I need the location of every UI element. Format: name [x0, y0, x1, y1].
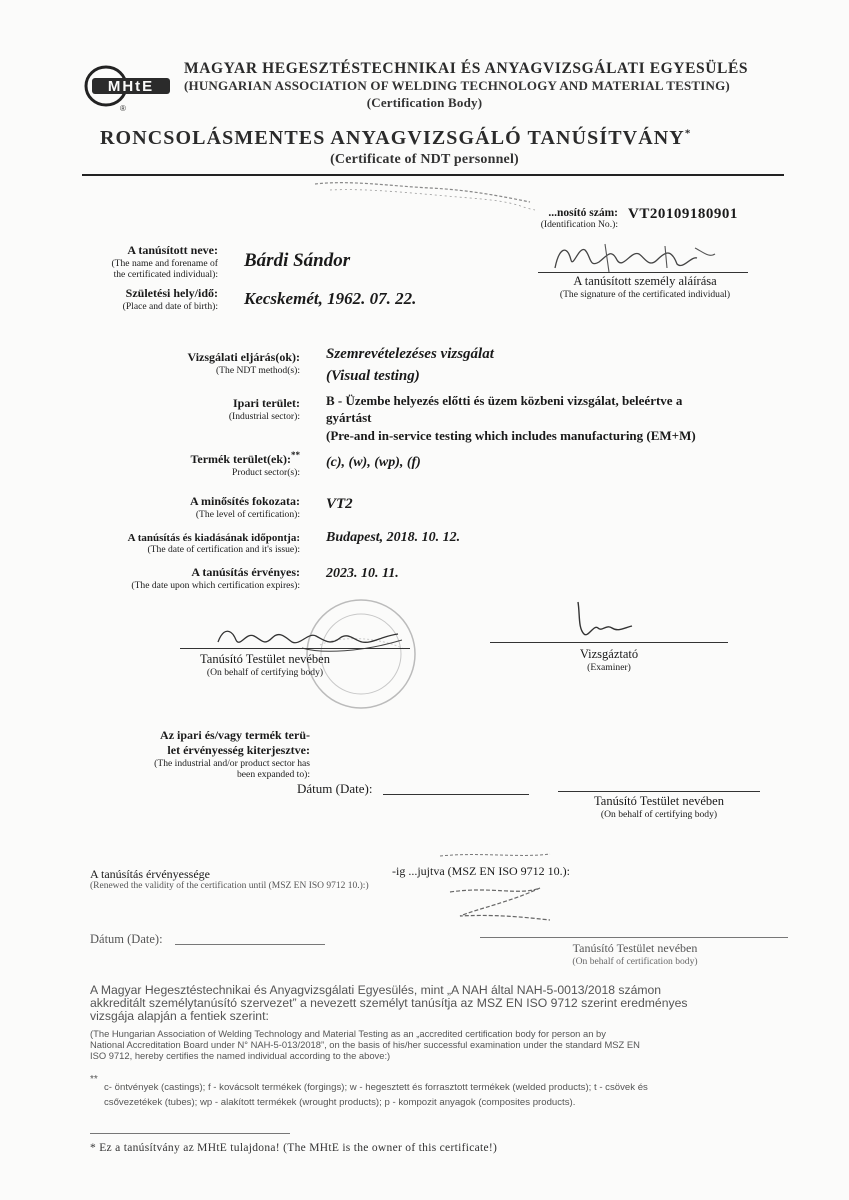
- id-label-hu: ...nosító szám:: [548, 207, 618, 219]
- title-star: *: [684, 127, 692, 140]
- title-text: RONCSOLÁSMENTES ANYAGVIZSGÁLÓ TANÚSÍTVÁNY: [100, 127, 685, 149]
- stamp-scribble-renewal: [420, 846, 570, 930]
- method-label-en: (The NDT method(s):: [215, 365, 300, 376]
- name-label-en2: the certificated individual):: [113, 269, 218, 280]
- identification-label: [520, 207, 618, 230]
- renewal-body-hu: Tanúsító Testület nevében: [572, 941, 698, 955]
- extension-label-en-2: been expanded to):: [237, 769, 310, 780]
- renewal-sign-caption: [540, 941, 730, 967]
- body-type: (Certification Body): [366, 95, 483, 110]
- footnote-divider: [90, 1133, 290, 1134]
- ownership-note: * Ez a tanúsítvány az MHtE tulajdona! (The MHtE is the owner of this certificate!): [90, 1142, 498, 1154]
- method-value-hu: Szemrevételezéses vizsgálat: [326, 346, 494, 362]
- org-name-en: (HUNGARIAN ASSOCIATION OF WELDING TECHNOLOGY AND MATERIAL TESTING): [184, 78, 730, 93]
- note-2: csővezetékek (tubes); wp - alakított termékek (wrought products); p - kompozit anyagok (composites products).: [104, 1097, 576, 1108]
- renewal-sign-line: [480, 937, 788, 938]
- accreditation-paragraph-en: [90, 1028, 640, 1061]
- renewal-label-en: (Renewed the validity of the certification until (MSZ EN ISO 9712 10.):): [90, 881, 369, 891]
- body-sign-hu: Tanúsító Testület nevében: [200, 652, 330, 666]
- para-en-3: ISO 9712, hereby certifies the named individual according to the above:): [90, 1050, 391, 1061]
- expiry-label: [60, 565, 300, 591]
- note-stars: **: [90, 1074, 98, 1085]
- signature-label-en: (The signature of the certificated individual): [559, 289, 731, 300]
- industry-value-1: B - Üzembe helyezés előtti és üzem közbeni vizsgálat, beleértve a: [326, 393, 683, 408]
- extension-sign-caption: [545, 794, 773, 820]
- level-label: [100, 494, 300, 520]
- level-label-hu: A minősítés fokozata:: [190, 494, 300, 508]
- industry-label: [100, 396, 300, 422]
- renewal-label-hu-tail: -ig ...jujtva (MSZ EN ISO 9712 10.):: [392, 864, 570, 878]
- method-label-hu: Vizsgálati eljárás(ok):: [187, 350, 300, 364]
- industry-value-2: gyártást: [326, 410, 372, 425]
- certified-name: Bárdi Sándor: [244, 250, 351, 271]
- renewal-body-en: (On behalf of certification body): [572, 956, 698, 967]
- extension-body-en: (On behalf of certifying body): [600, 809, 718, 820]
- birth-label: [60, 286, 218, 312]
- body-signature-line: [180, 648, 410, 649]
- examiner-signature-icon: [568, 598, 648, 642]
- extension-sign-line: [558, 791, 760, 792]
- signature-caption: [520, 274, 770, 300]
- para-hu-1: A Magyar Hegesztéstechnikai és Anyagvizsgálati Egyesülés, mint „A NAH által NAH-5-0013/2018 számon: [90, 983, 662, 997]
- body-signature-caption: [150, 652, 380, 678]
- extension-label-hu-2: let érvényesség kiterjesztve:: [167, 743, 310, 757]
- product-value: (c), (w), (wp), (f): [326, 455, 421, 470]
- extension-label: [60, 728, 310, 780]
- examiner-en: (Examiner): [587, 662, 631, 673]
- expiry-label-en: (The date upon which certification expires):: [131, 580, 300, 591]
- certificate-title: [100, 127, 691, 150]
- para-en-2: National Accreditation Board under N° NAH-5-013/2018”, on the basis of his/her successful examination under the standard MSZ EN: [90, 1039, 640, 1050]
- signature-line: [538, 272, 748, 273]
- product-sector-note: [104, 1080, 648, 1110]
- expiry-label-hu: A tanúsítás érvényes:: [191, 565, 300, 579]
- certificate-subtitle: (Certificate of NDT personnel): [330, 152, 519, 167]
- examiner-caption: [490, 647, 728, 673]
- para-hu-2: akkreditált személytanúsító szervezet” a nevezett személyt tanúsítja az MSZ EN ISO 9712 szerint eredményes: [90, 996, 688, 1010]
- industry-label-hu: Ipari terület:: [233, 396, 300, 410]
- extension-label-en-1: (The industrial and/or product sector has: [154, 758, 310, 769]
- body-sign-en: (On behalf of certifying body): [206, 667, 324, 678]
- extension-date-line: [383, 794, 529, 795]
- industry-value-3: (Pre-and in-service testing which includes manufacturing (EM+M): [326, 428, 696, 443]
- level-value: VT2: [326, 496, 353, 512]
- extension-body-hu: Tanúsító Testület nevében: [594, 794, 724, 808]
- renewal-date-line: [175, 944, 325, 945]
- org-name-hu: MAGYAR HEGESZTÉSTECHNIKAI ÉS ANYAGVIZSGÁLATI EGYESÜLÉS: [184, 60, 749, 77]
- product-label-hu: Termék terület(ek):: [190, 452, 291, 466]
- issue-label: [60, 532, 300, 555]
- id-label-en: (Identification No.):: [540, 219, 618, 230]
- examiner-hu: Vizsgáztató: [579, 647, 639, 661]
- product-label-hu-wrap: [100, 450, 300, 467]
- identification-number: VT20109180901: [628, 206, 738, 222]
- method-value-en: (Visual testing): [326, 368, 420, 384]
- issue-label-en: (The date of certification and it's issue):: [147, 544, 300, 555]
- renewal-label-hu: A tanúsítás érvényessége: [90, 867, 210, 881]
- product-label: [100, 450, 300, 478]
- method-label: [100, 350, 300, 376]
- svg-text:®: ®: [120, 104, 126, 113]
- para-en-1: (The Hungarian Association of Welding Technology and Material Testing as an „accredited certification body for person an by: [90, 1028, 606, 1039]
- issue-value: Budapest, 2018. 10. 12.: [326, 530, 461, 545]
- examiner-signature-line: [490, 642, 728, 643]
- product-label-en: Product sector(s):: [232, 467, 300, 478]
- level-label-en: (The level of certification):: [195, 509, 300, 520]
- logo-text: MHtE: [107, 78, 155, 95]
- product-stars: **: [291, 450, 300, 460]
- industry-label-en: (Industrial sector):: [228, 411, 300, 422]
- birth-label-hu: Születési hely/idő:: [125, 286, 218, 300]
- name-label-en1: (The name and forename of: [111, 258, 218, 269]
- birth-value: Kecskemét, 1962. 07. 22.: [244, 289, 417, 308]
- signature-label-hu: A tanúsított személy aláírása: [573, 274, 717, 288]
- accreditation-paragraph-hu: [90, 984, 687, 1023]
- extension-label-hu-1: Az ipari és/vagy termék terü-: [160, 728, 310, 742]
- birth-label-en: (Place and date of birth):: [122, 301, 218, 312]
- name-label: [60, 243, 218, 280]
- para-hu-3: vizsgája alapján a fentiek szerint:: [90, 1009, 269, 1023]
- expiry-value: 2023. 10. 11.: [326, 566, 399, 581]
- issue-label-hu: A tanúsítás és kiadásának időpontja:: [127, 532, 300, 544]
- renewal-date-label: Dátum (Date):: [90, 932, 163, 946]
- stamp-scribble-top: [310, 176, 540, 216]
- name-label-hu: A tanúsított neve:: [127, 243, 218, 257]
- extension-date-label: Dátum (Date):: [297, 781, 373, 796]
- note-1: c- öntvények (castings); f - kovácsolt termékek (forgings); w - hegesztett és forrasztott termékek (welded products); t - csövek és: [104, 1082, 648, 1093]
